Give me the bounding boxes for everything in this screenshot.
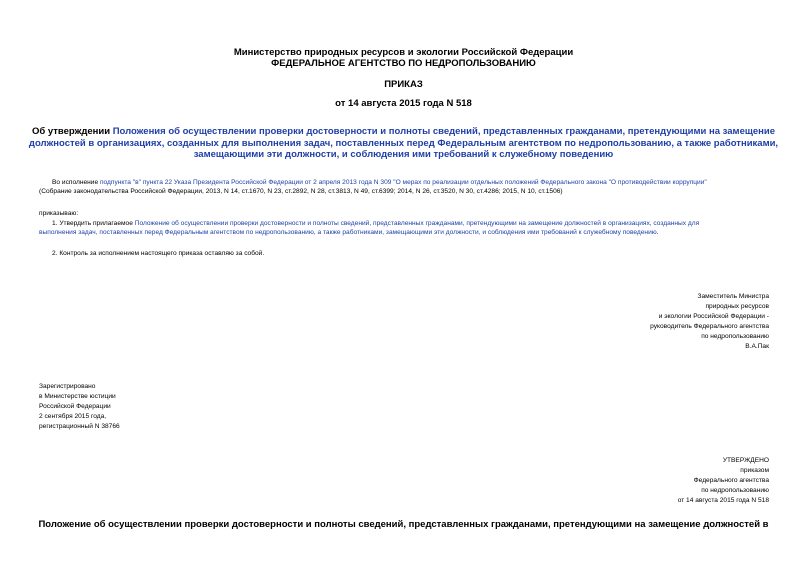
registration-line: Российской Федерации (39, 403, 111, 410)
title-link[interactable]: Положения об осуществлении проверки достоверности и полноты сведений, представленных гражданами, претендующими на замещение (112, 126, 776, 137)
approved-line: УТВЕРЖДЕНО (722, 457, 769, 464)
registration-line: 2 сентября 2015 года, (39, 413, 107, 420)
registration-line: Зарегистрировано (39, 383, 96, 390)
item1-line-1 (52, 219, 772, 228)
registration-line: в Министерстве юстиции (39, 393, 116, 400)
preamble-link[interactable]: подпункта "в" пункта 22 Указа Президента Российской Федерации от 2 апреля 2013 года N 309 "О мерах по реализации отдельных положений Федерального закона "О противодействии коррупции" (99, 179, 707, 186)
preamble-line-2: (Собрание законодательства Российской Федерации, 2013, N 14, ст.1670, N 23, ст.2892, N 28, ст.3813, N 49, ст.6399; 2014, N 26, ст.3520, N 30, ст.4286; 2015, N 10, ст.1506) (39, 188, 563, 195)
appendix-title: Положение об осуществлении проверки достоверности и полноты сведений, представленных гражданами, претендующими на замещение должностей в (38, 519, 769, 530)
item2: 2. Контроль за исполнением настоящего приказа оставляю за собой. (52, 250, 265, 257)
approved-line: от 14 августа 2015 года N 518 (677, 497, 769, 504)
approved-block (678, 456, 769, 506)
signature-line: руководитель Федерального агентства (650, 323, 769, 330)
signature-line: В.А.Пак (745, 343, 769, 350)
prikazyvayu: приказываю: (39, 210, 79, 217)
item1-link-cont[interactable]: выполнения задач, поставленных перед Федеральным агентством по недропользованию, а также работниками, замещающими эти должности, и соблюдения ими требований к служебному поведению (39, 229, 657, 236)
preamble-line-1 (52, 178, 772, 187)
title-line-1 (0, 126, 807, 138)
item1-start: 1. Утвердить прилагаемое (52, 220, 135, 227)
signature-block (650, 292, 769, 352)
signature-line: по недропользованию (701, 333, 769, 340)
order-title (0, 126, 807, 161)
title-line-2[interactable]: должностей в организациях, созданных для выполнения задач, поставленных перед Федеральным агентством по недропользованию, а также работниками, (28, 137, 779, 149)
title-line-3[interactable]: замещающими эти должности, и соблюдения ими требований к служебному поведению (193, 149, 614, 160)
approved-line: приказом (740, 467, 769, 474)
doc-date: от 14 августа 2015 года N 518 (335, 98, 472, 109)
title-prefix: Об утверждении (31, 126, 113, 137)
signature-line: природных ресурсов (705, 303, 769, 310)
approved-line: Федерального агентства (693, 477, 769, 484)
approved-line: по недропользованию (701, 487, 769, 494)
agency-heading: ФЕДЕРАЛЬНОЕ АГЕНТСТВО ПО НЕДРОПОЛЬЗОВАНИЮ (271, 58, 536, 69)
signature-line: Заместитель Министра (697, 293, 769, 300)
ministry-heading: Министерство природных ресурсов и экологии Российской Федерации (233, 47, 574, 58)
item1-link[interactable]: Положение об осуществлении проверки достоверности и полноты сведений, представленных гражданами, претендующими на замещение должностей в организациях, созданных для (134, 220, 700, 227)
signature-line: и экологии Российской Федерации - (658, 313, 769, 320)
item1-end: . (656, 229, 659, 236)
preamble-intro: Во исполнение (52, 179, 100, 186)
registration-block (39, 382, 120, 432)
registration-line: регистрационный N 38766 (39, 423, 120, 430)
item1-line-2 (39, 228, 659, 237)
doc-type: ПРИКАЗ (384, 79, 423, 90)
